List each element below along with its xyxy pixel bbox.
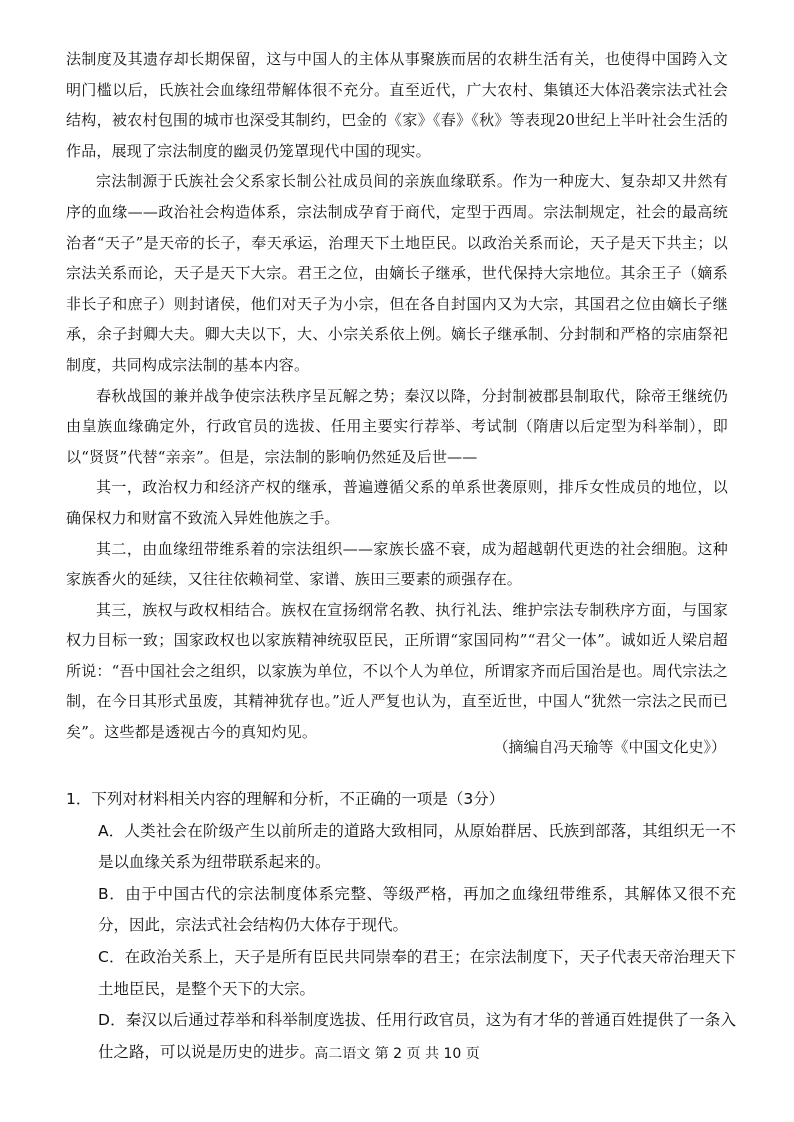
passage-paragraph: 春秋战国的兼并战争使宗法秩序呈瓦解之势；秦汉以降，分封制被郡县制取代，除帝王继统仍由皇族血缘确定外，行政官员的选拔、任用主要实行荐举、考试制（隋唐以后定型为科举制），即以“贤贤”代替“亲亲”。但是，宗法制的影响仍然延及后世—— <box>66 386 728 466</box>
option-a: A．人类社会在阶级产生以前所走的道路大致相同，从原始群居、氏族到部落，其组织无一不是以血缘关系为纽带联系起来的。 <box>98 821 736 872</box>
passage-paragraph: 其一，政治权力和经济产权的继承，普遍遵循父系的单系世袭原则，排斥女性成员的地位，以确保权力和财富不致流入异姓他族之手。 <box>66 478 728 527</box>
passage-paragraph: 宗法制源于氏族社会父系家长制公社成员间的亲族血缘联系。作为一种庞大、复杂却又井然有序的血缘——政治社会构造体系，宗法制成孕育于商代，定型于西周。宗法制规定，社会的最高统治者“天子”是天帝的长子，奉天承运，治理天下土地臣民。以政治关系而论，天子是天下共主；以宗法关系而论，天子是天下大宗。君王之位，由嫡长子继承，世代保持大宗地位。其余王子（嫡系非长子和庶子）则封诸侯，他们对天子为小宗，但在各自封国内又为大宗，其国君之位由嫡长子继承，余子封卿大夫。卿大夫以下，大、小宗关系依上例。嫡长子继承制、分封制和严格的宗庙祭祀制度，共同构成宗法制的基本内容。 <box>66 172 728 374</box>
passage-paragraph-continued: 法制度及其遗存却长期保留，这与中国人的主体从事聚族而居的农耕生活有关，也使得中国跨入文明门槛以后，氏族社会血缘纽带解体很不充分。直至近代，广大农村、集镇还大体沿袭宗法式社会结构，被农村包围的城市也深受其制约，巴金的《家》《春》《秋》等表现20世纪上半叶社会生活的作品，展现了宗法制度的幽灵仍笼罩现代中国的现实。 <box>66 50 728 160</box>
option-c: C．在政治关系上，天子是所有臣民共同崇奉的君王；在宗法制度下，天子代表天帝治理天下土地臣民，是整个天下的大宗。 <box>98 947 736 998</box>
page-footer: 高二语文 第 2 页 共 10 页 <box>314 1046 480 1062</box>
option-d: D．秦汉以后通过荐举和科举制度选拔、任用行政官员，这为有才华的普通百姓提供了一条入仕之路，可以说是历史的进步。 <box>98 1011 736 1061</box>
passage-paragraph: 其三，族权与政权相结合。族权在宣扬纲常名教、执行礼法、维护宗法专制秩序方面，与国家权力目标一致；国家政权也以家族精神统驭臣民，正所谓“家国同构”“君父一体”。诚如近人梁启超所说：“吾中国社会之组织，以家族为单位，不以个人为单位，所谓家齐而后国治是也。周代宗法之制，在今日其形式虽废，其精神犹存也。”近人严复也认为，直至近世，中国人“犹然一宗法之民而已矣”。这些都是透视古今的真知灼见。 <box>66 600 728 742</box>
question-1 <box>66 784 736 1068</box>
reading-passage <box>66 44 728 748</box>
passage-paragraph: 其二，由血缘纽带维系着的宗法组织——家族长盛不衰，成为超越朝代更迭的社会细胞。这种家族香火的延续，又往往依赖祠堂、家谱、族田三要素的顽强存在。 <box>66 539 728 589</box>
question-stem: 1．下列对材料相关内容的理解和分析，不正确的一项是（3分） <box>66 790 505 808</box>
option-b: B．由于中国古代的宗法制度体系完整、等级严格，再加之血缘纽带维系，其解体又很不充分，因此，宗法式社会结构仍大体存于现代。 <box>98 884 736 935</box>
passage-source: （摘编自冯天瑜等《中国文化史》） <box>493 738 726 756</box>
